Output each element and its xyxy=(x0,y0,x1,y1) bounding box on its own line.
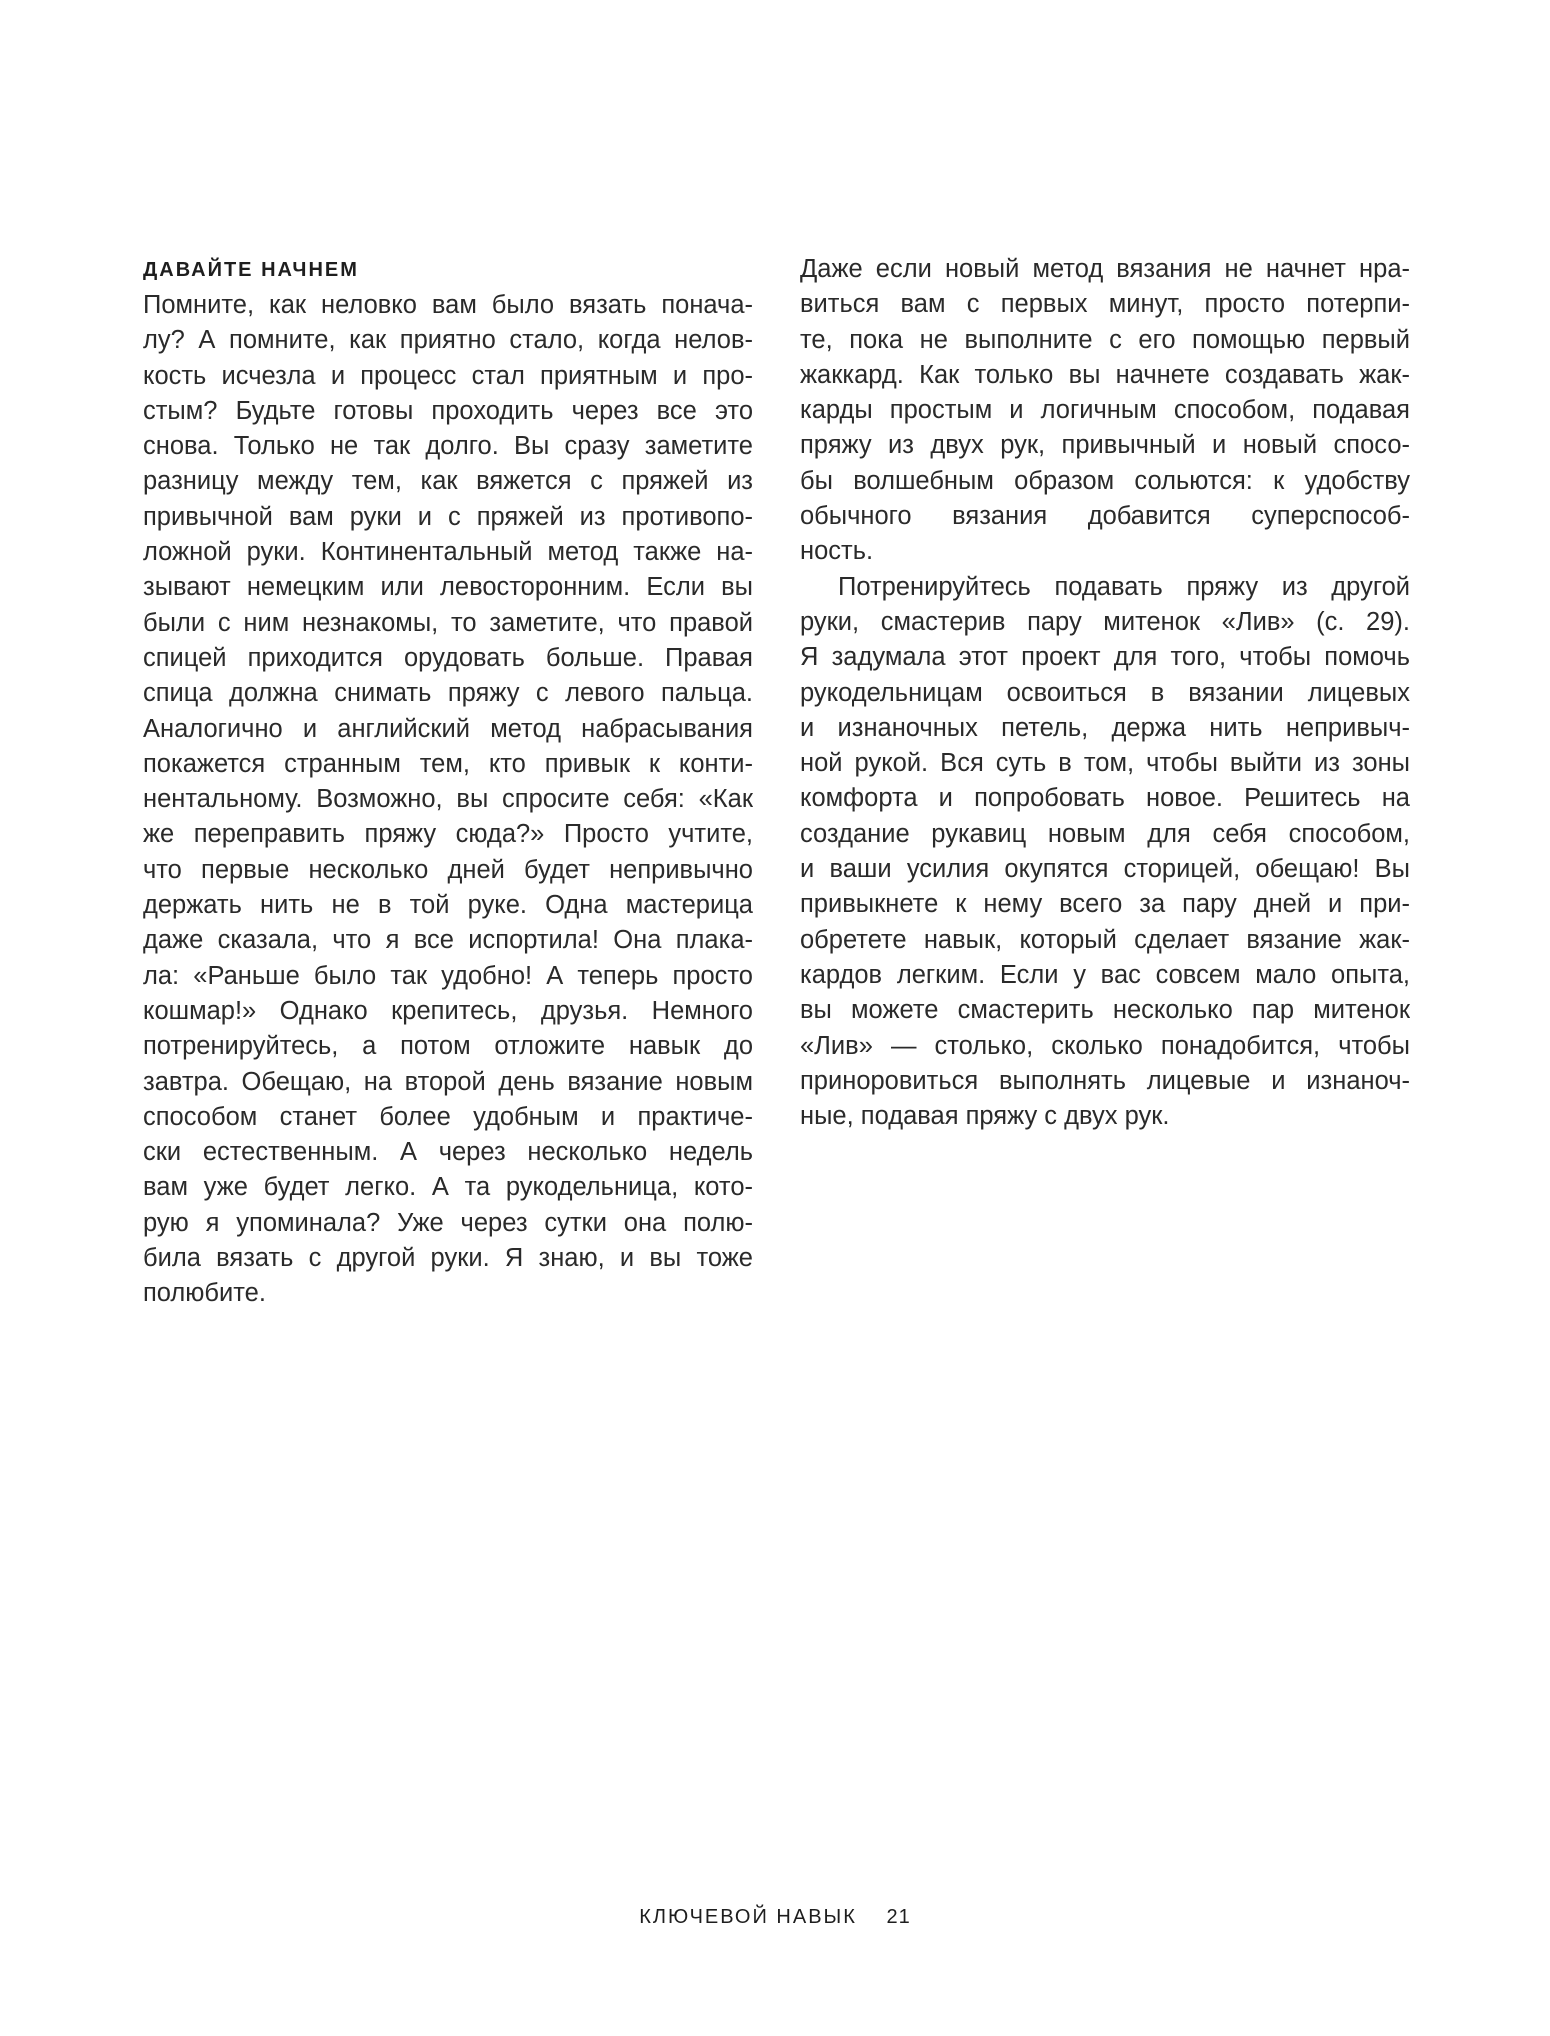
text-line: ла: «Раньше было так удобно! А теперь просто xyxy=(143,961,753,990)
text-line: Даже если новый метод вязания не начнет нра- xyxy=(800,255,1410,283)
text-line: бы волшебным образом сольются: к удобству xyxy=(800,466,1410,495)
section-heading: ДАВАЙТЕ НАЧНЕМ xyxy=(143,259,359,281)
text-line: способом станет более удобным и практиче- xyxy=(143,1102,753,1131)
text-line: Аналогично и английский метод набрасывания xyxy=(143,714,753,743)
text-line: карды простым и логичным способом, подавая xyxy=(800,396,1410,425)
text-line: стым? Будьте готовы проходить через все это xyxy=(143,396,753,425)
text-line: что первые несколько дней будет непривычно xyxy=(143,855,753,884)
text-line: приноровиться выполнять лицевые и изнаноч- xyxy=(800,1066,1410,1095)
text-line: привычной вам руки и с пряжей из противопо- xyxy=(143,502,753,531)
right-paragraph-1 xyxy=(800,252,1410,570)
text-line: кардов легким. Если у вас совсем мало опыта, xyxy=(800,960,1410,989)
text-line: завтра. Обещаю, на второй день вязание новым xyxy=(143,1067,753,1096)
text-line: руки, смастерив пару митенок «Лив» (с. 29). xyxy=(800,607,1410,636)
text-line: зывают немецким или левосторонним. Если вы xyxy=(143,573,753,602)
text-line: ность. xyxy=(800,537,874,566)
text-line: потренируйтесь, а потом отложите навык до xyxy=(143,1032,753,1061)
right-column xyxy=(800,252,1410,1134)
text-line: и ваши усилия окупятся сторицей, обещаю! Вы xyxy=(800,855,1410,884)
text-line: «Лив» — столько, сколько понадобится, чтобы xyxy=(800,1031,1410,1060)
text-line: кость исчезла и процесс стал приятным и про- xyxy=(143,361,753,390)
left-column xyxy=(143,252,753,1312)
text-line: были с ним незнакомы, то заметите, что правой xyxy=(143,608,753,637)
text-line: кошмар!» Однако крепитесь, друзья. Немного xyxy=(143,996,753,1025)
text-line: рукодельницам освоиться в вязании лицевых xyxy=(800,678,1410,707)
page-footer xyxy=(0,1906,1550,1929)
text-line: жаккард. Как только вы начнете создавать жак- xyxy=(800,360,1410,389)
text-line: привыкнете к нему всего за пару дней и при- xyxy=(800,890,1410,919)
text-line: била вязать с другой руки. Я знаю, и вы тоже xyxy=(143,1244,753,1273)
text-line: рую я упоминала? Уже через сутки она полю- xyxy=(143,1208,753,1237)
text-line: и изнаночных петель, держа нить непривыч- xyxy=(800,713,1410,742)
text-line: нентальному. Возможно, вы спросите себя: «Как xyxy=(143,785,753,814)
text-line: держать нить не в той руке. Одна мастерица xyxy=(143,891,753,920)
text-line: виться вам с первых минут, просто потерпи- xyxy=(800,290,1410,319)
text-line: Потренируйтесь подавать пряжу из другой xyxy=(838,572,1410,601)
text-line: вам уже будет легко. А та рукодельница, кото- xyxy=(143,1173,753,1202)
running-title: КЛЮЧЕВОЙ НАВЫК xyxy=(639,1906,857,1928)
text-line: пряжу из двух рук, привычный и новый спосо- xyxy=(800,431,1410,460)
page-number: 21 xyxy=(886,1906,911,1928)
text-line: покажется странным тем, кто привык к конти- xyxy=(143,749,753,778)
text-line: ски естественным. А через несколько недель xyxy=(143,1138,753,1167)
text-line: полюбите. xyxy=(143,1279,266,1308)
text-line: Я задумала этот проект для того, чтобы помочь xyxy=(800,643,1410,672)
text-line: ложной руки. Континентальный метод также на- xyxy=(143,538,753,567)
text-line: вы можете смастерить несколько пар митенок xyxy=(800,996,1410,1025)
text-line: комфорта и попробовать новое. Решитесь на xyxy=(800,784,1410,813)
right-paragraph-2 xyxy=(800,570,1410,1135)
text-line: создание рукавиц новым для себя способом, xyxy=(800,819,1410,848)
text-line: обретете навык, который сделает вязание жак- xyxy=(800,925,1410,954)
text-line: ные, подавая пряжу с двух рук. xyxy=(800,1102,1170,1131)
text-line: даже сказала, что я все испортила! Она плака- xyxy=(143,926,753,955)
text-line: те, пока не выполните с его помощью первый xyxy=(800,325,1410,354)
text-line: лу? А помните, как приятно стало, когда нелов- xyxy=(143,326,753,355)
text-line: обычного вязания добавится суперспособ- xyxy=(800,502,1410,531)
text-line: Помните, как неловко вам было вязать поначa- xyxy=(143,291,753,319)
left-paragraph xyxy=(143,288,753,1312)
text-line: спица должна снимать пряжу с левого пальца. xyxy=(143,679,753,708)
text-line: спицей приходится орудовать больше. Правая xyxy=(143,643,753,672)
text-line: снова. Только не так долго. Вы сразу заметите xyxy=(143,432,753,461)
text-line: ной рукой. Вся суть в том, чтобы выйти из зоны xyxy=(800,749,1410,778)
text-line: же переправить пряжу сюда?» Просто учтите, xyxy=(143,820,753,849)
text-line: разницу между тем, как вяжется с пряжей из xyxy=(143,467,753,496)
